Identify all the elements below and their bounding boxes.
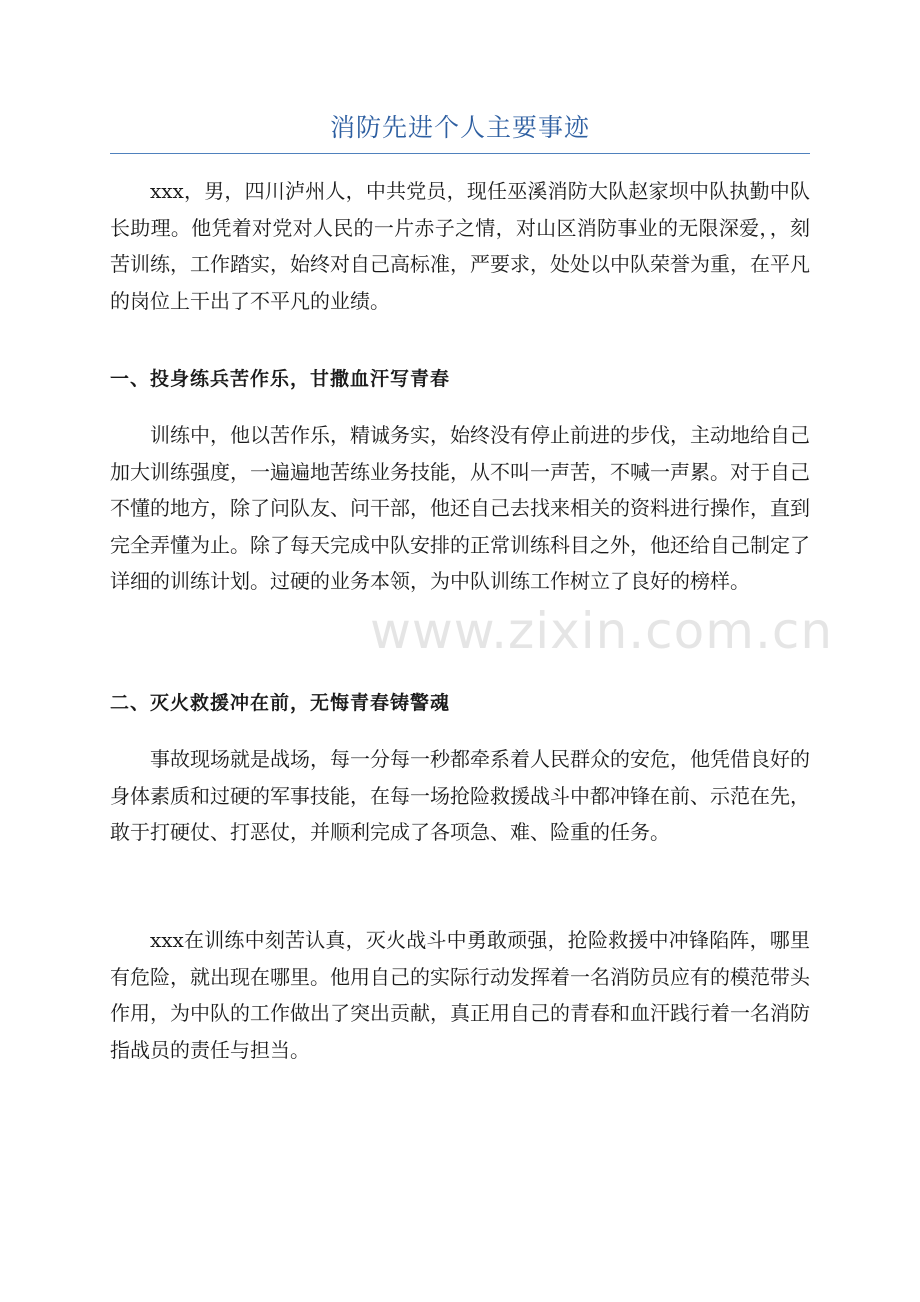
intro-paragraph: xxx，男，四川泸州人，中共党员，现任巫溪消防大队赵家坝中队执勤中队长助理。他凭着对党对人民的一片赤子之情，对山区消防事业的无限深爱，，刻苦训练，工作踏实，始终对自己高标准，严要求，处处以中队荣誉为重，在平凡的岗位上干出了不平凡的业绩。 [110,179,810,313]
document-title: 消防先进个人主要事迹 [329,113,590,142]
title-underline [110,153,810,154]
watermark: www.zixin.com.cn [370,602,834,660]
section-2-paragraph-2: xxx在训练中刻苦认真，灭火战斗中勇敢顽强，抢险救援中冲锋陷阵，哪里有危险，就出现在哪里。他用自己的实际行动发挥着一名消防员应有的模范带头作用，为中队的工作做出了突出贡献，真正用自己的青春和血汗践行着一名消防指战员的责任与担当。 [110,928,810,1062]
section-heading-1: 一、投身练兵苦作乐，甘撒血汗写青春 [110,368,451,390]
section-2-paragraph-1: 事故现场就是战场，每一分每一秒都牵系着人民群众的安危，他凭借良好的身体素质和过硬的军事技能，在每一场抢险救援战斗中都冲锋在前、示范在先，敢于打硬仗、打恶仗，并顺利完成了各项急、难、险重的任务。 [110,747,810,844]
section-heading-2: 二、灭火救援冲在前，无悔青春铸警魂 [110,692,451,714]
section-1-paragraph: 训练中，他以苦作乐，精诚务实，始终没有停止前进的步伐，主动地给自己加大训练强度，一遍遍地苦练业务技能，从不叫一声苦，不喊一声累。对于自己不懂的地方，除了问队友、问干部，他还自己去找来相关的资料进行操作，直到完全弄懂为止。除了每天完成中队安排的正常训练科目之外，他还给自己制定了详细的训练计划。过硬的业务本领，为中队训练工作树立了良好的榜样。 [110,423,810,593]
